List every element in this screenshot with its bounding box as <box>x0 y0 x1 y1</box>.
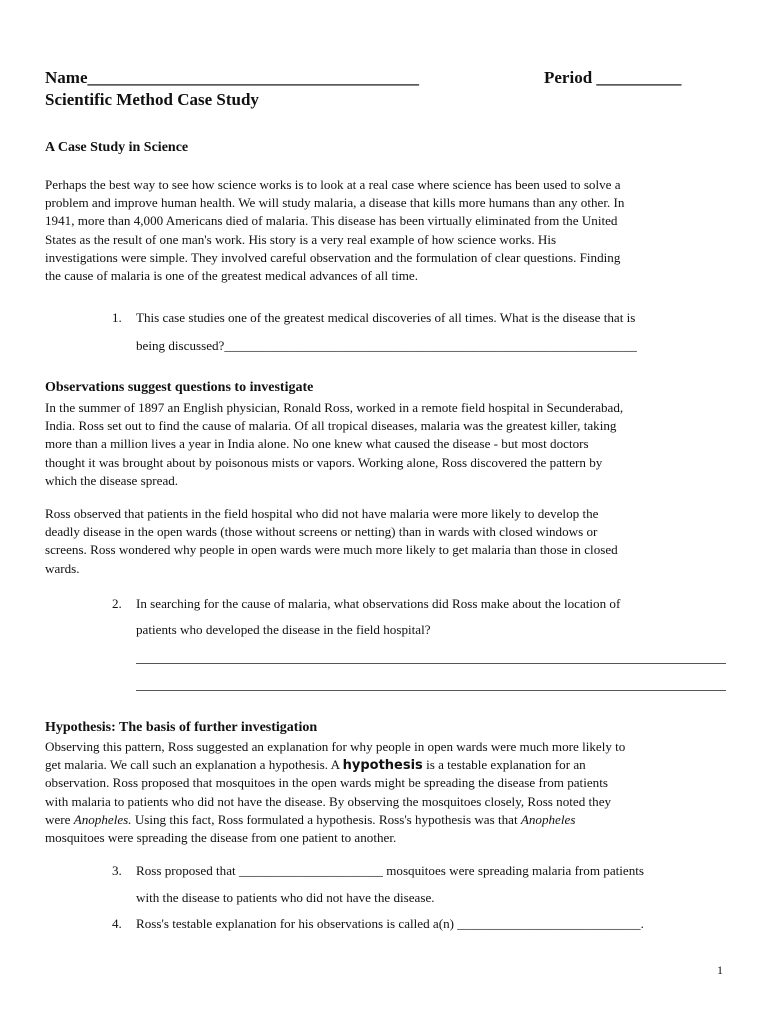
period-field-label: Period __________ <box>544 68 682 87</box>
paragraph-line: wards. <box>45 560 80 576</box>
paragraph-line: Perhaps the best way to see how science works is to look at a real case where science has been used to solve a <box>45 177 621 192</box>
paragraph-line: problem and improve human health. We will study malaria, a disease that kills more humans than any other. In <box>45 195 625 211</box>
intro-paragraph <box>45 176 735 285</box>
section-heading-observations: Observations suggest questions to investigate <box>45 380 314 395</box>
question-number: 3. <box>112 863 122 878</box>
paragraph-line: observation. Ross proposed that mosquitoes in the open wards might be spreading the disease from patients <box>45 775 608 791</box>
paragraph-line: investigations were simple. They involved careful observation and the formulation of clear questions. Finding <box>45 249 621 265</box>
question-3-text-cont: with the disease to patients who did not have the disease. <box>136 890 435 905</box>
paragraph-line: In the summer of 1897 an English physician, Ronald Ross, worked in a remote field hospital in Secunderabad, <box>45 400 624 415</box>
text-run: is a testable explanation for an <box>422 757 586 773</box>
text-run: get malaria. We call such an explanation a hypothesis. A <box>45 757 343 773</box>
paragraph-line: States as the result of one man's work. His story is a very real example of how science works. His <box>45 231 557 247</box>
question-2-text-cont: patients who developed the disease in the field hospital? <box>136 622 431 637</box>
question-1-text: This case studies one of the greatest medical discoveries of all times. What is the disease that is <box>136 310 636 325</box>
page-number: 1 <box>717 963 723 977</box>
observations-paragraph-2 <box>45 505 735 578</box>
paragraph-line: India. Ross set out to find the cause of malaria. Of all tropical diseases, malaria was the greatest killer, taking <box>45 418 617 434</box>
hypothesis-term: hypothesis <box>342 758 423 774</box>
text-run: were <box>45 811 74 827</box>
question-number: 4. <box>112 916 122 931</box>
hypothesis-paragraph <box>45 738 735 847</box>
paragraph-line: with malaria to patients who did not have the disease. By observing the mosquitoes closely, Ross noted they <box>45 793 612 809</box>
question-3-text[interactable]: Ross proposed that ______________________ mosquitoes were spreading malaria from patients <box>136 863 645 878</box>
paragraph-line: 1941, more than 4,000 Americans died of malaria. This disease has been virtually eliminated from the United <box>45 213 618 229</box>
paragraph-line: Observing this pattern, Ross suggested an explanation for why people in open wards were much more likely to <box>45 739 626 754</box>
species-name: Anopheles. <box>73 811 132 827</box>
question-number: 2. <box>112 596 122 611</box>
section-heading-case-study: A Case Study in Science <box>45 140 189 155</box>
paragraph-line: deadly disease in the open wards (those without screens or netting) than in wards with closed windows or <box>45 524 598 540</box>
observations-paragraph-1 <box>45 399 735 490</box>
paragraph-line: the cause of malaria is one of the greatest medical advances of all time. <box>45 267 419 283</box>
text-run: Using this fact, Ross formulated a hypothesis. Ross's hypothesis was that <box>131 811 521 827</box>
paragraph-line: screens. Ross wondered why people in open wards were much more likely to get malaria than those in closed <box>45 542 618 558</box>
question-4-text[interactable]: Ross's testable explanation for his observations is called a(n) ____________________________. <box>136 916 644 931</box>
paragraph-line: more than a million lives a year in India alone. No one knew what caused the disease - but most doctors <box>45 436 589 452</box>
section-heading-hypothesis: Hypothesis: The basis of further investigation <box>45 720 318 735</box>
document-title: Scientific Method Case Study <box>45 90 259 109</box>
species-name: Anopheles <box>520 811 576 827</box>
name-field-label: Name_______________________________________ <box>45 68 419 87</box>
paragraph-line: Ross observed that patients in the field hospital who did not have malaria were more likely to develop the <box>45 506 599 521</box>
paragraph-line <box>45 811 735 829</box>
answer-line[interactable] <box>136 663 726 664</box>
question-1-answer-line[interactable]: being discussed?_______________________________________________________________ <box>136 338 637 353</box>
answer-line[interactable] <box>136 690 726 691</box>
question-number: 1. <box>112 310 122 325</box>
paragraph-line: mosquitoes were spreading the disease from one patient to another. <box>45 829 397 845</box>
paragraph-line <box>45 756 735 774</box>
paragraph-line: which the disease spread. <box>45 472 179 488</box>
paragraph-line: thought it was brought about by poisonous mists or vapors. Working alone, Ross discovered the pattern by <box>45 454 603 470</box>
question-2-text: In searching for the cause of malaria, what observations did Ross make about the location of <box>136 596 621 611</box>
